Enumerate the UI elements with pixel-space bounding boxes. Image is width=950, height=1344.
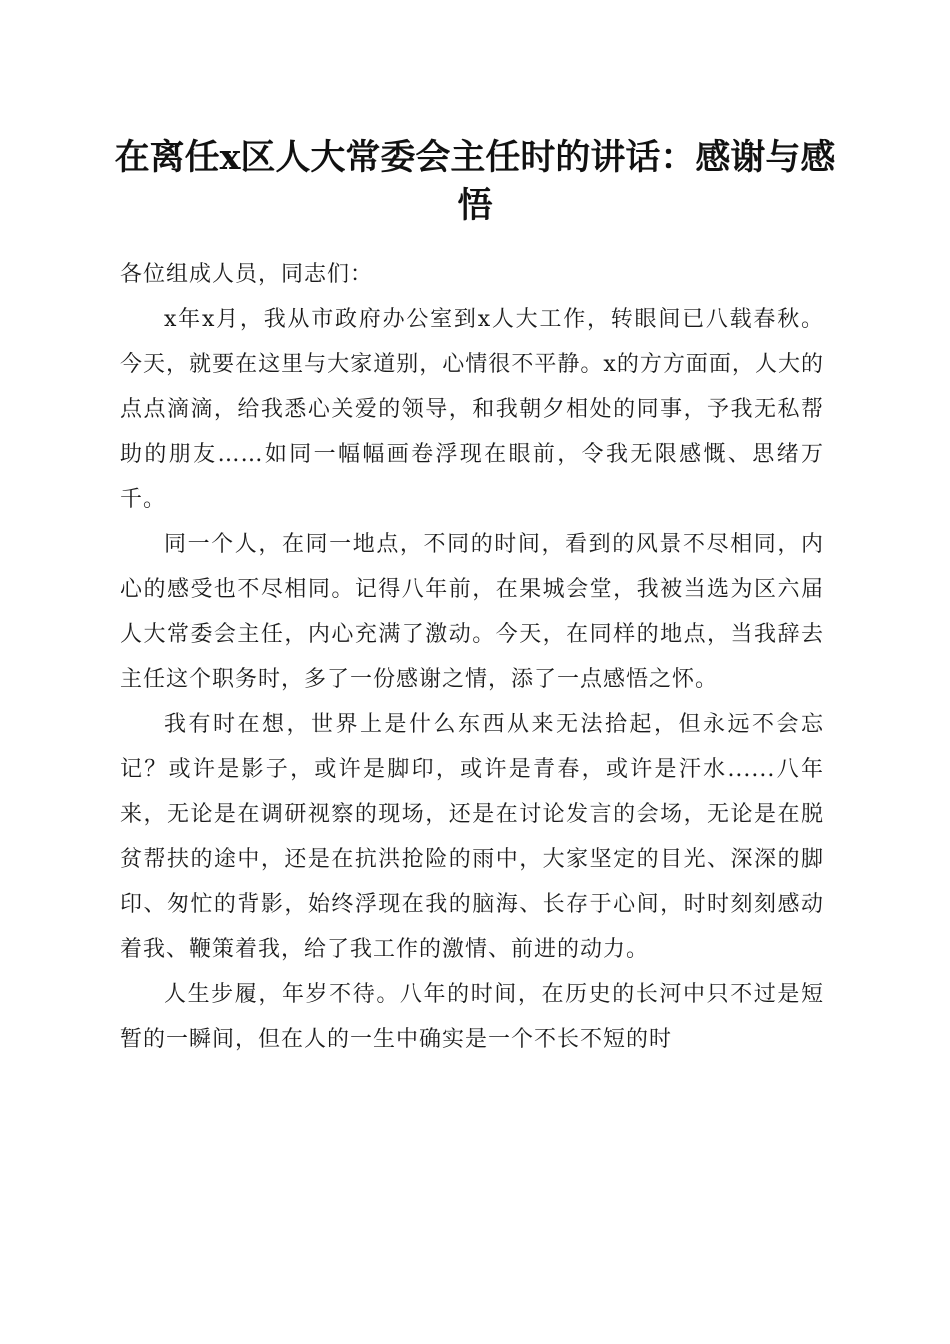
- document-body: [120, 252, 824, 1062]
- salutation: 各位组成人员，同志们：: [120, 262, 374, 287]
- paragraph-1: x年x月，我从市政府办公室到x人大工作，转眼间已八载春秋。今天，就要在这里与大家道别，心情很不平静。x的方方面面，人大的点点滴滴，给我悉心关爱的领导，和我朝夕相处的同事，予我无私帮助的朋友……如同一幅幅画卷浮现在眼前，令我无限感慨、思绪万千。: [120, 307, 824, 512]
- paragraph-3: 我有时在想，世界上是什么东西从来无法拾起，但永远不会忘记？或许是影子，或许是脚印，或许是青春，或许是汗水......八年来，无论是在调研视察的现场，还是在讨论发言的会场，无论是在脱贫帮扶的途中，还是在抗洪抢险的雨中，大家坚定的目光、深深的脚印、匆忙的背影，始终浮现在我的脑海、长存于心间，时时刻刻感动着我、鞭策着我，给了我工作的激情、前进的动力。: [120, 712, 824, 962]
- paragraph-2: 同一个人，在同一地点，不同的时间，看到的风景不尽相同，内心的感受也不尽相同。记得八年前，在果城会堂，我被当选为区六届人大常委会主任，内心充满了激动。今天，在同样的地点，当我辞去主任这个职务时，多了一份感谢之情，添了一点感悟之怀。: [120, 532, 824, 692]
- document-title: 在离任x区人大常委会主任时的讲话：感谢与感悟: [114, 137, 836, 226]
- paragraph-4: 人生步履，年岁不待。八年的时间，在历史的长河中只不过是短暂的一瞬间，但在人的一生中确实是一个不长不短的时: [120, 982, 824, 1052]
